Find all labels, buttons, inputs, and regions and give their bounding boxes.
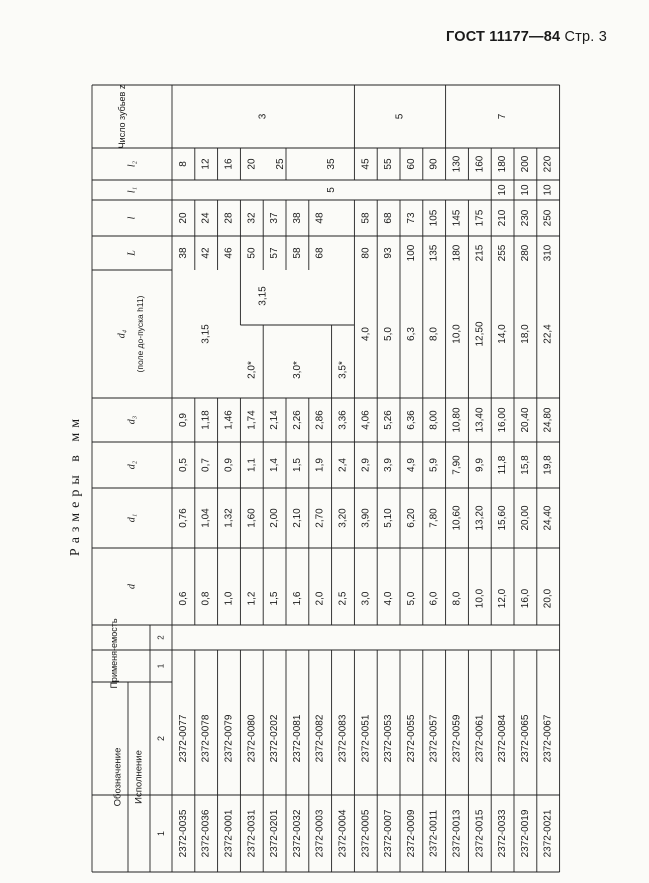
cell-d4: 6,3 [405,327,417,341]
cell-d4: 8,0 [428,327,440,341]
cell-l: 32 [246,212,258,224]
cell-l: 73 [405,212,417,224]
cell-L: 80 [360,247,372,259]
cell-d4: 14,0 [497,324,509,344]
cell-L: 57 [269,247,281,259]
cell-L: 46 [223,247,235,259]
cell-l2: 160 [474,155,486,173]
cell-d: 5,0 [405,591,417,606]
cell-d2: 11,8 [497,455,509,475]
cell-d2: 9,9 [474,458,486,472]
cell-L: 280 [519,244,531,262]
cell-l2: 90 [428,158,440,170]
cell-version-1: 2372-0003 [314,809,326,858]
cell-l2: 45 [360,158,372,170]
cell-d3: 16,00 [497,407,509,433]
cell-version-2: 2372-0081 [291,714,303,763]
cell-d4: 12,50 [474,321,486,347]
cell-d2: 1,5 [291,458,303,472]
cell-L: 100 [405,244,417,262]
cell-l2-merged: 35 [326,158,338,170]
cell-d: 1,2 [246,591,258,606]
cell-d4-merged: 3,15 [257,286,269,306]
cell-z: 5 [394,113,406,120]
cell-L: 68 [314,247,326,259]
cell-d3: 1,18 [200,410,212,430]
cell-l: 175 [474,209,486,227]
cell-d3: 20,40 [519,407,531,433]
cell-d3: 2,26 [291,410,303,430]
cell-d1: 2,10 [291,508,303,528]
cell-d2: 3,9 [383,458,395,472]
cell-d2: 7,90 [451,455,463,475]
cell-L: 38 [177,247,189,259]
cell-l1: 10 [497,184,509,196]
cell-d2: 0,9 [223,458,235,472]
cell-version-1: 2372-0019 [519,809,531,858]
cell-d2: 1,9 [314,458,326,472]
cell-d1: 0,76 [177,508,189,528]
cell-d1: 3,20 [337,508,349,528]
cell-d3: 6,36 [405,410,417,430]
header-applicability-2: 2 [156,635,166,640]
cell-version-1: 2372-0021 [542,809,554,858]
cell-d: 20,0 [542,588,554,609]
header-d1: d₁ [126,513,138,523]
cell-version-1: 2372-0005 [360,809,372,858]
cell-d: 8,0 [451,591,463,606]
cell-d1: 2,70 [314,508,326,528]
cell-version-1: 2372-0201 [269,809,281,858]
header-d: d [126,584,138,589]
cell-d: 1,0 [223,591,235,606]
cell-d4-merged: 3,15 [200,324,212,344]
cell-d3: 10,80 [451,407,463,433]
cell-d3: 5,26 [383,410,395,430]
cell-l1: 10 [542,184,554,196]
cell-d4: 5,0 [383,327,395,341]
cell-l2: 8 [177,161,189,167]
cell-version-2: 2372-0077 [177,714,189,763]
cell-d2: 4,9 [405,458,417,472]
header-l1: l₁ [126,186,138,194]
cell-d: 0,8 [200,591,212,606]
cell-d4: 22,4 [542,324,554,344]
header-d2: d₂ [126,460,138,470]
cell-d1: 1,04 [200,508,212,528]
cell-d2: 5,9 [428,458,440,472]
header-d4: d₄ [116,329,128,339]
header-l2: l₂ [126,160,138,168]
header-version-2: 2 [156,735,166,742]
cell-l: 230 [519,209,531,227]
header-version: Исполнение [133,750,145,804]
cell-l2: 200 [519,155,531,173]
cell-l2: 55 [383,158,395,170]
cell-d1: 3,90 [360,508,372,528]
cell-d1: 2,00 [269,508,281,528]
cell-d1: 20,00 [519,505,531,531]
cell-d: 6,0 [428,591,440,606]
cell-version-2: 2372-0080 [246,714,258,763]
cell-d1: 7,80 [428,508,440,528]
cell-l2: 12 [200,158,212,170]
cell-version-1: 2372-0031 [246,809,258,858]
cell-d: 0,6 [177,591,189,606]
cell-version-1: 2372-0011 [428,809,440,858]
cell-d3: 4,06 [360,410,372,430]
cell-version-2: 2372-0202 [269,714,281,763]
header-designation: Обозначение [112,747,124,807]
cell-d2: 0,7 [200,458,212,472]
cell-version-2: 2372-0051 [360,714,372,763]
header-d3: d₃ [126,415,138,425]
cell-L: 255 [497,244,509,262]
cell-version-1: 2372-0013 [451,809,463,858]
cell-d1: 1,60 [246,508,258,528]
cell-d4-star: 3,5* [337,361,349,379]
cell-d3: 2,14 [269,410,281,430]
cell-l: 105 [428,209,440,227]
dimensions-caption-text: Размеры в мм [68,413,83,557]
cell-l: 37 [269,212,281,224]
header-applicability-1: 1 [156,663,166,669]
cell-l2: 220 [542,155,554,173]
cell-d1: 13,20 [474,505,486,531]
cell-version-1: 2372-0001 [223,809,235,858]
cell-version-2: 2372-0065 [519,714,531,763]
cell-version-2: 2372-0084 [497,714,509,763]
cell-L: 180 [451,244,463,262]
header-L: L [126,250,138,256]
cell-z: 3 [257,113,269,120]
cell-L: 93 [383,247,395,259]
cell-d: 2,5 [337,591,349,606]
cell-d: 3,0 [360,591,372,606]
cell-d4: 4,0 [360,327,372,341]
cell-d2: 1,1 [246,458,258,472]
cell-version-2: 2372-0053 [383,714,395,763]
cell-L: 310 [542,244,554,262]
cell-version-1: 2372-0015 [474,809,486,858]
cell-d: 16,0 [519,588,531,609]
cell-d1: 24,40 [542,505,554,531]
cell-l: 28 [223,212,235,224]
cell-d2: 19,8 [542,455,554,475]
cell-version-1: 2372-0009 [405,809,417,858]
cell-l2-merged: 25 [275,158,287,170]
cell-L: 215 [474,244,486,262]
cell-version-2: 2372-0082 [314,714,326,763]
header-l: l [126,216,138,220]
cell-l: 38 [291,212,303,224]
cell-version-1: 2372-0033 [497,809,509,858]
header-applicability: Применя-емость [109,618,119,689]
cell-version-1: 2372-0035 [177,809,189,858]
cell-d: 1,6 [291,591,303,606]
cell-version-2: 2372-0079 [223,714,235,763]
cell-l1-merged: 5 [326,187,338,193]
cell-version-2: 2372-0061 [474,714,486,763]
cell-d1: 1,32 [223,508,235,528]
cell-version-1: 2372-0032 [291,809,303,858]
cell-l: 48 [314,212,326,224]
cell-d2: 2,9 [360,458,372,472]
cell-d3: 3,36 [337,410,349,430]
cell-d3: 0,9 [177,413,189,427]
cell-d: 12,0 [497,588,509,609]
cell-version-2: 2372-0057 [428,714,440,763]
cell-version-1: 2372-0036 [200,809,212,858]
header-version-1: 1 [156,830,166,837]
cell-d3: 13,40 [474,407,486,433]
cell-d2: 15,8 [519,455,531,475]
cell-d2: 0,5 [177,458,189,472]
cell-d1: 5,10 [383,508,395,528]
cell-d: 1,5 [269,591,281,606]
cell-d1: 10,60 [451,505,463,531]
cell-l: 250 [542,209,554,227]
cell-d1: 6,20 [405,508,417,528]
cell-l2: 16 [223,158,235,170]
cell-d4-star: 2,0* [246,361,258,379]
cell-l2: 60 [405,158,417,170]
cell-d3: 1,46 [223,410,235,430]
cell-d: 4,0 [383,591,395,606]
cell-d3: 24,80 [542,407,554,433]
header-d4-note: (поле до-пуска h11) [135,295,145,373]
cell-L: 58 [291,247,303,259]
cell-l: 20 [177,212,189,224]
cell-d3: 2,86 [314,410,326,430]
cell-version-2: 2372-0055 [405,714,417,763]
cell-l: 145 [451,209,463,227]
cell-d: 2,0 [314,591,326,606]
header-z: Число зубьев z [117,84,127,149]
cell-l1: 10 [519,184,531,196]
cell-version-1: 2372-0007 [383,809,395,858]
cell-d1: 15,60 [497,505,509,531]
cell-d4: 18,0 [519,324,531,344]
cell-l: 210 [497,209,509,227]
cell-d: 10,0 [474,588,486,609]
cell-L: 50 [246,247,258,259]
cell-l: 24 [200,212,212,224]
cell-d3: 1,74 [246,410,258,430]
cell-L: 42 [200,247,212,259]
cell-d2: 1,4 [269,458,281,472]
cell-version-2: 2372-0059 [451,714,463,763]
cell-l: 68 [383,212,395,224]
cell-d2: 2,4 [337,458,349,472]
cell-l2: 20 [246,158,258,170]
cell-d3: 8,00 [428,410,440,430]
cell-l: 58 [360,212,372,224]
cell-l2: 130 [451,155,463,173]
cell-version-2: 2372-0067 [542,714,554,763]
cell-version-1: 2372-0004 [337,809,349,858]
standard-number: ГОСТ 11177—84 [446,29,561,45]
cell-L: 135 [428,244,440,262]
cell-version-2: 2372-0083 [337,714,349,763]
cell-version-2: 2372-0078 [200,714,212,763]
cell-d4-star: 3,0* [291,361,303,379]
cell-l2: 180 [497,155,509,173]
cell-z: 7 [497,113,509,120]
page-number: Стр. 3 [564,29,607,45]
cell-d4: 10,0 [451,324,463,344]
